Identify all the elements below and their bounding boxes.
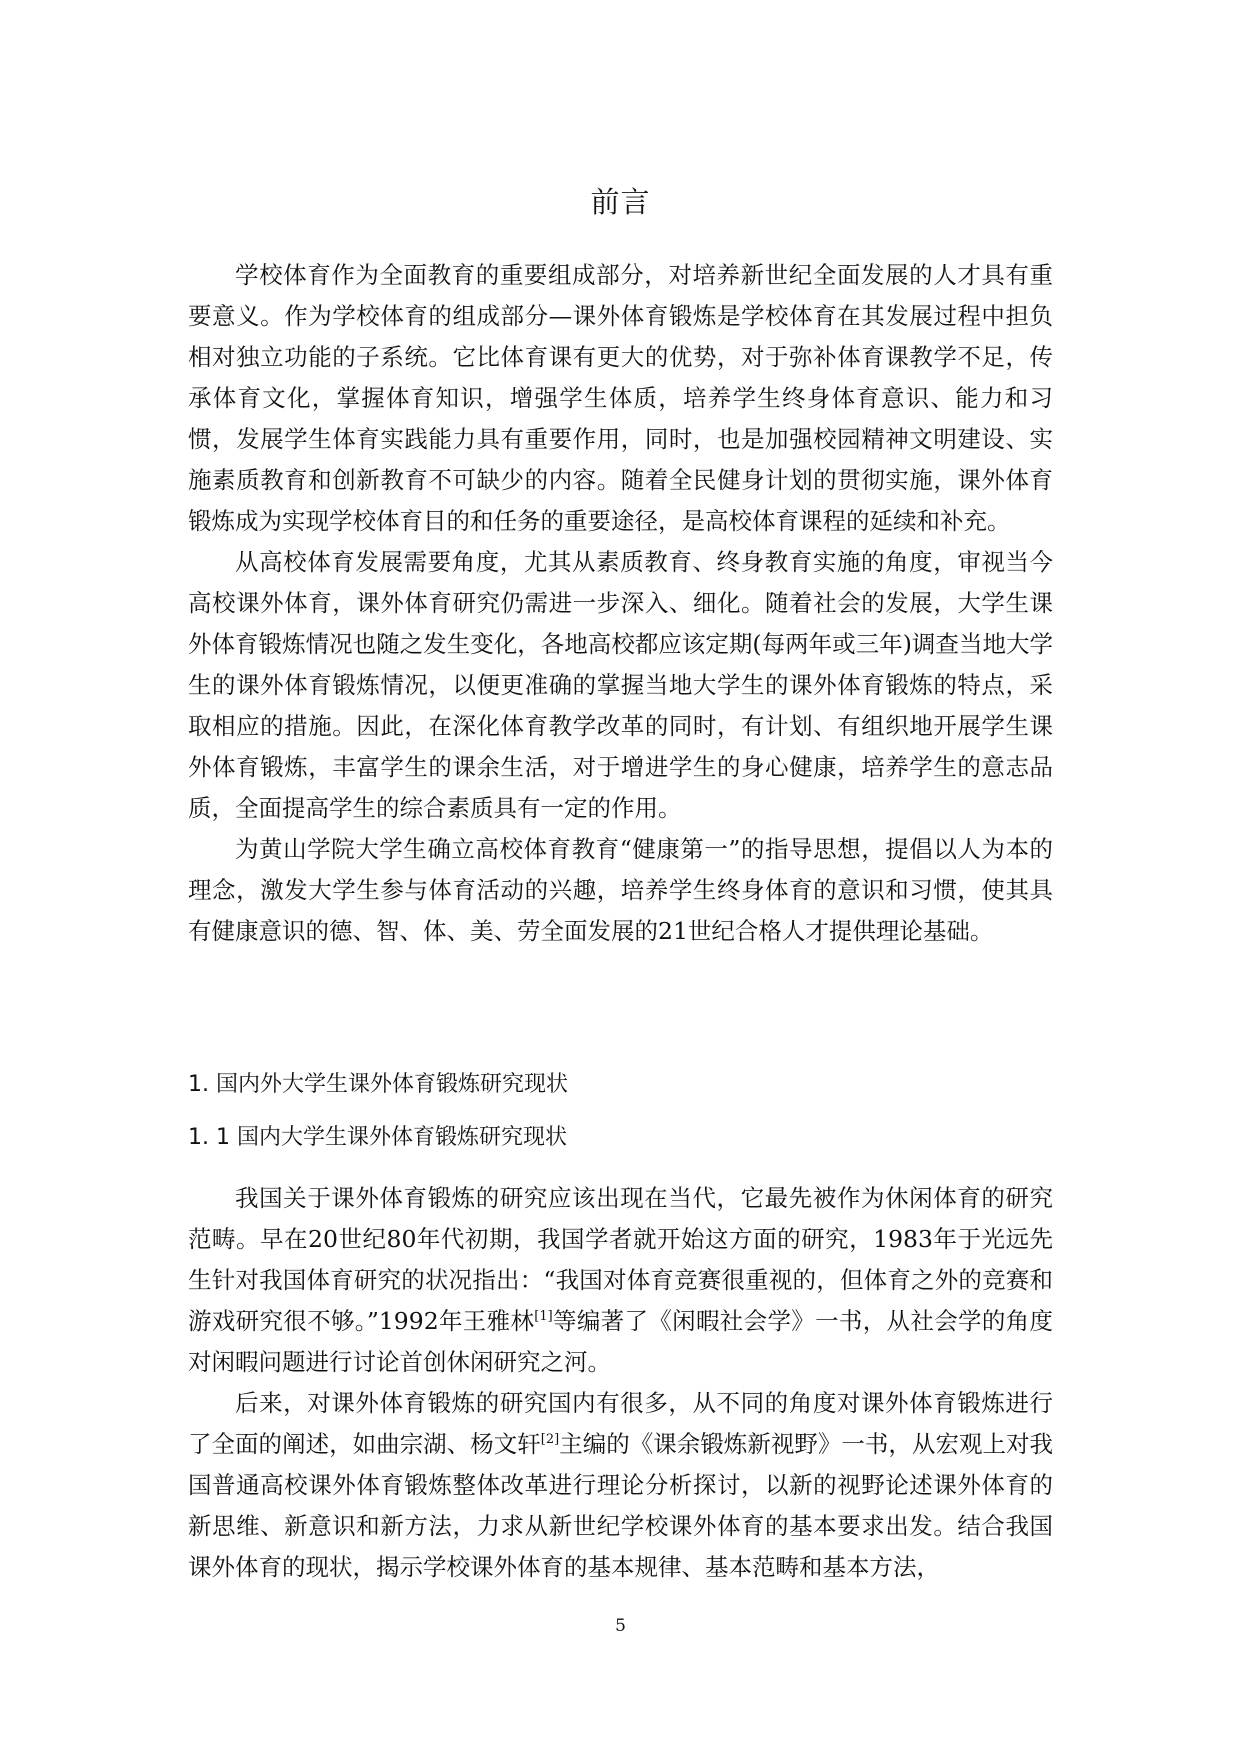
preface-section	[188, 255, 1053, 952]
page-title: 前言	[590, 185, 651, 219]
citation-ref-2: [2]	[540, 1432, 560, 1447]
preface-paragraph-3: 为黄山学院大学生确立高校体育教育“健康第一”的指导思想，提倡以人为本的理念，激发大学生参与体育活动的兴趣，培养学生终身体育的意识和习惯，使其具有健康意识的德、智、体、美、劳全面发展的21世纪合格人才提供理论基础。	[188, 835, 1053, 945]
preface-paragraph-2: 从高校体育发展需要角度，尤其从素质教育、终身教育实施的角度，审视当今高校课外体育，课外体育研究仍需进一步深入、细化。随着社会的发展，大学生课外体育锻炼情况也随之发生变化，各地高校都应该定期(每两年或三年)调查当地大学生的课外体育锻炼情况，以便更准确的掌握当地大学生的课外体育锻炼的特点，采取相应的措施。因此，在深化体育教学改革的同时，有计划、有组织地开展学生课外体育锻炼，丰富学生的课余生活，对于增进学生的身心健康，培养学生的意志品质，全面提高学生的综合素质具有一定的作用。	[188, 548, 1053, 822]
page-number: 5	[615, 1616, 626, 1636]
body-paragraph-5	[188, 1383, 1053, 1588]
paragraph-text: 等编著了《闲暇社会学》一书，从社会学的角度对闲暇问题进行讨论首创休闲研究之河。	[188, 1307, 1053, 1376]
section-heading-1: 1. 国内外大学生课外体育锻炼研究现状	[188, 1072, 568, 1097]
preface-paragraph-1: 学校体育作为全面教育的重要组成部分，对培养新世纪全面发展的人才具有重要意义。作为学校体育的组成部分—课外体育锻炼是学校体育在其发展过程中担负相对独立功能的子系统。它比体育课有更大的优势，对于弥补体育课教学不足，传承体育文化，掌握体育知识，增强学生体质，培养学生终身体育意识、能力和习惯，发展学生体育实践能力具有重要作用，同时，也是加强校园精神文明建设、实施素质教育和创新教育不可缺少的内容。随着全民健身计划的贯彻实施，课外体育锻炼成为实现学校体育目的和任务的重要途径，是高校体育课程的延续和补充。	[188, 261, 1053, 535]
section-heading-1-1: 1. 1 国内大学生课外体育锻炼研究现状	[188, 1125, 567, 1150]
body-paragraph-4	[188, 1178, 1053, 1383]
paragraph-text: 后来，对课外体育锻炼的研究国内有很多，从不同的角度对课外体育锻炼进行了全面的阐述，如曲宗湖、杨文轩	[188, 1389, 1053, 1458]
citation-ref-1: [1]	[534, 1309, 553, 1324]
domestic-research-section	[188, 1178, 1053, 1588]
paragraph-text: 我国关于课外体育锻炼的研究应该出现在当代，它最先被作为休闲体育的研究范畴。早在20世纪80年代初期，我国学者就开始这方面的研究，1983年于光远先生针对我国体育研究的状况指出：“我国对体育竞赛很重视的，但体育之外的竞赛和游戏研究很不够。”1992年王雅林	[188, 1184, 1053, 1335]
paragraph-text: 主编的《课余锻炼新视野》一书，从宏观上对我国普通高校课外体育锻炼整体改革进行理论分析探讨，以新的视野论述课外体育的新思维、新意识和新方法，力求从新世纪学校课外体育的基本要求出发。结合我国课外体育的现状，揭示学校课外体育的基本规律、基本范畴和基本方法，	[188, 1430, 1054, 1581]
